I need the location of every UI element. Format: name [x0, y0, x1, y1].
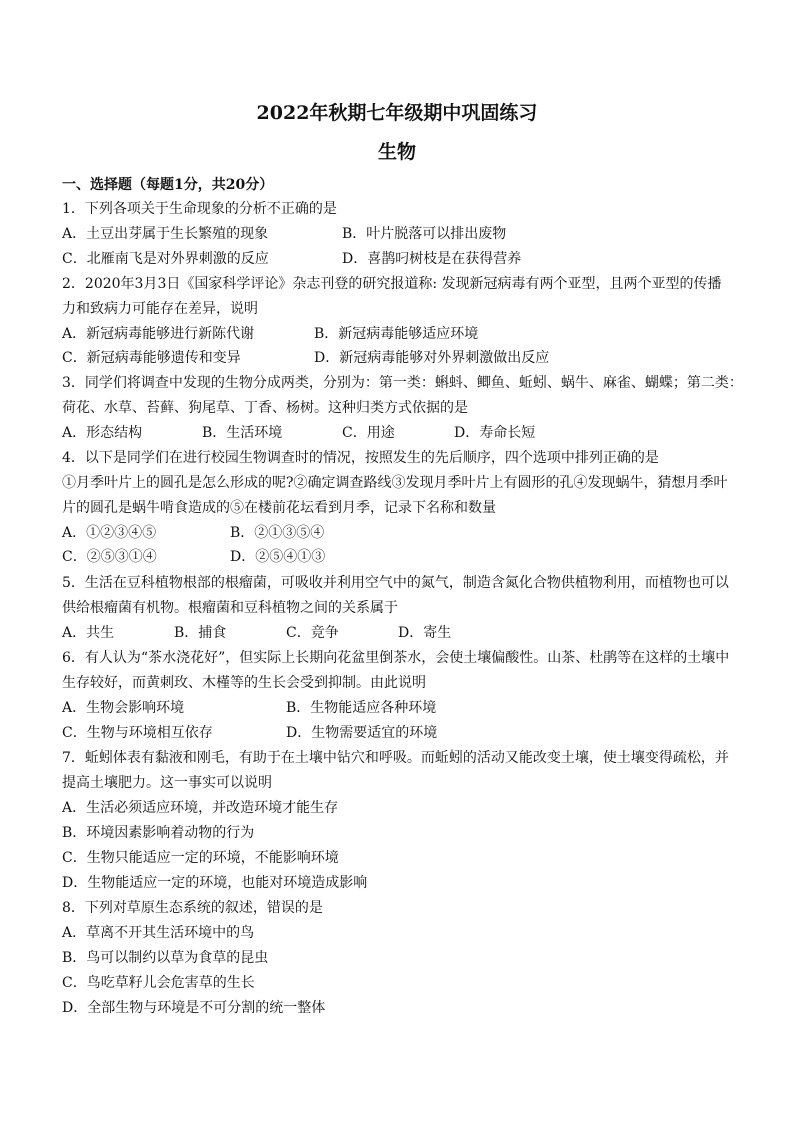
question-4-stem-2: ①月季叶片上的圆孔是怎么形成的呢?②确定调查路线③发现月季叶片上有圆形的孔④发现蜗牛，猜想月季叶 — [62, 475, 728, 491]
q7-option-c: C．生物只能适应一定的环境，不能影响环境 — [62, 850, 339, 866]
q3-option-d: D．寿命长短 — [454, 425, 536, 441]
q6-option-b: B．生物能适应各种环境 — [286, 700, 437, 716]
question-1-stem: 1．下列各项关于生命现象的分析不正确的是 — [62, 201, 337, 217]
question-5-stem-2: 供给根瘤菌有机物。根瘤菌和豆科植物之间的关系属于 — [62, 600, 398, 616]
exam-title: 2022年秋期七年级期中巩固练习 — [256, 102, 538, 124]
q4-option-d: D．②⑤④①③ — [230, 549, 326, 565]
question-4-stem-3: 片的圆孔是蜗牛啃食造成的⑤在楼前花坛看到月季，记录下名称和数量 — [62, 500, 496, 516]
question-3-stem-1: 3．同学们将调查中发现的生物分成两类，分别为：第一类：蝌蚪、鲫鱼、蚯蚓、蜗牛、麻雀、蝴蝶；第二类： — [62, 375, 743, 391]
q8-option-d: D．全部生物与环境是不可分割的统一整体 — [62, 1000, 326, 1016]
q6-option-a: A．生物会影响环境 — [62, 700, 185, 716]
q5-option-b: B．捕食 — [174, 625, 227, 641]
q1-option-c: C．北雁南飞是对外界刺激的反应 — [62, 251, 269, 267]
question-4-stem-1: 4．以下是同学们在进行校园生物调查时的情况，按照发生的先后顺序，四个选项中排列正确的是 — [62, 450, 659, 466]
question-7-stem-2: 提高土壤肥力。这一事实可以说明 — [62, 775, 272, 791]
section-heading: 一、选择题（每题1分，共20分） — [62, 177, 274, 193]
q8-option-a: A．草离不开其生活环境中的鸟 — [62, 925, 255, 941]
q2-option-a: A．新冠病毒能够进行新陈代谢 — [62, 326, 255, 342]
q1-option-a: A．土豆出芽属于生长繁殖的现象 — [62, 226, 269, 242]
question-6-stem-1: 6．有人认为“茶水浇花好”，但实际上长期向花盆里倒茶水，会使土壤偏酸性。山茶、杜鹃等在这样的土壤中 — [62, 650, 730, 666]
q3-option-b: B．生活环境 — [202, 425, 283, 441]
q6-option-d: D．生物需要适宜的环境 — [286, 725, 438, 741]
question-6-stem-2: 生存较好，而黄刺玫、木槿等的生长会受到抑制。由此说明 — [62, 675, 426, 691]
q3-option-c: C．用途 — [342, 425, 395, 441]
q7-option-b: B．环境因素影响着动物的行为 — [62, 825, 255, 841]
q7-option-d: D．生物能适应一定的环境，也能对环境造成影响 — [62, 875, 368, 891]
q2-option-b: B．新冠病毒能够适应环境 — [314, 326, 479, 342]
subject-title: 生物 — [377, 141, 416, 163]
question-2-stem-2: 力和致病力可能存在差异，说明 — [62, 301, 258, 317]
q1-option-d: D．喜鹊叼树枝是在获得营养 — [342, 251, 522, 267]
q1-option-b: B．叶片脱落可以排出废物 — [342, 226, 507, 242]
q5-option-a: A．共生 — [62, 625, 115, 641]
q7-option-a: A．生活必须适应环境，并改造环境才能生存 — [62, 800, 339, 816]
question-3-stem-2: 荷花、水草、苔藓、狗尾草、丁香、杨树。这种归类方式依据的是 — [62, 400, 468, 416]
question-5-stem-1: 5．生活在豆科植物根部的根瘤菌，可吸收并利用空气中的氮气，制造含氮化合物供植物利用，而植物也可以 — [62, 575, 729, 591]
q2-option-c: C．新冠病毒能够遗传和变异 — [62, 350, 241, 366]
q8-option-b: B．鸟可以制约以草为食草的昆虫 — [62, 950, 269, 966]
q8-option-c: C．鸟吃草籽儿会危害草的生长 — [62, 975, 255, 991]
q4-option-a: A．①②③④⑤ — [62, 525, 157, 541]
q5-option-d: D．寄生 — [398, 625, 452, 641]
q2-option-d: D．新冠病毒能够对外界刺激做出反应 — [314, 350, 550, 366]
question-7-stem-1: 7．蚯蚓体表有黏液和刚毛，有助于在土壤中钻穴和呼吸。而蚯蚓的活动又能改变土壤，使土壤变得疏松，并 — [62, 750, 729, 766]
q4-option-c: C．②⑤③①④ — [62, 549, 157, 565]
q6-option-c: C．生物与环境相互依存 — [62, 725, 213, 741]
q3-option-a: A．形态结构 — [62, 425, 143, 441]
q4-option-b: B．②①③⑤④ — [230, 525, 325, 541]
question-2-stem-1: 2．2020年3月3日《国家科学评论》杂志刊登的研究报道称: 发现新冠病毒有两个亚型，且两个亚型的传播 — [62, 276, 722, 292]
question-8-stem: 8．下列对草原生态系统的叙述，错误的是 — [62, 900, 323, 916]
q5-option-c: C．竞争 — [286, 625, 339, 641]
